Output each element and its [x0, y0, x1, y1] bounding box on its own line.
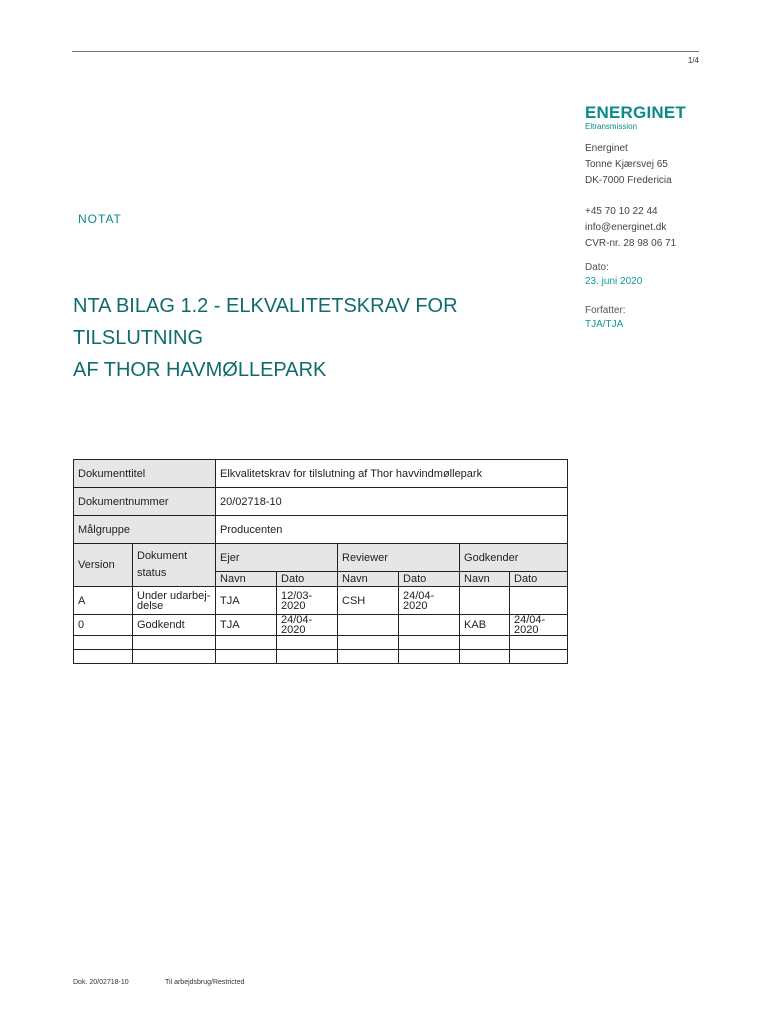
- row-malgruppe: [74, 516, 568, 544]
- cell-reviewer-dato: [399, 615, 460, 636]
- reviewer-dato-header: Dato: [399, 572, 460, 587]
- logo-part-energi: ENERGI: [585, 103, 652, 122]
- logo-wordmark: [585, 104, 686, 122]
- date-label: Dato:: [585, 262, 609, 273]
- page-number: 1/4: [687, 56, 699, 65]
- document-meta-table: [73, 459, 568, 664]
- header-version: Version: [74, 544, 133, 587]
- cell-ejer-navn: TJA: [216, 615, 277, 636]
- header-reviewer: Reviewer: [338, 544, 460, 572]
- godkender-dato-header: Dato: [510, 572, 568, 587]
- header-godkender: Godkender: [460, 544, 568, 572]
- energinet-logo: [585, 104, 686, 132]
- header-rule: [72, 51, 699, 52]
- cell-status: Under udarbej-delse: [133, 587, 216, 615]
- reviewer-navn-header: Navn: [338, 572, 399, 587]
- company-name: Energinet: [585, 143, 628, 154]
- cell-godkender-dato: 24/04-2020: [510, 615, 568, 636]
- cell-ejer-dato: 12/03-2020: [277, 587, 338, 615]
- header-dokument-status: Dokument status: [133, 544, 216, 587]
- cell-godkender-navn: KAB: [460, 615, 510, 636]
- title-line-1: NTA BILAG 1.2 - ELKVALITETSKRAV FOR TILSLUTNING: [73, 295, 458, 349]
- row-dokumentnummer: [74, 488, 568, 516]
- company-street: Tonne Kjærsvej 65: [585, 159, 668, 170]
- table-row-empty: [74, 650, 568, 664]
- logo-subtitle: Eltransmission: [585, 122, 638, 131]
- label-malgruppe: Målgruppe: [74, 516, 216, 544]
- cell-godkender-dato: [510, 587, 568, 615]
- company-address: [585, 141, 672, 189]
- author-label: Forfatter:: [585, 305, 626, 316]
- cell-version: A: [74, 587, 133, 615]
- company-contact: [585, 204, 676, 252]
- logo-part-net: NET: [651, 103, 686, 122]
- page-title: [73, 290, 573, 386]
- cell-status: Godkendt: [133, 615, 216, 636]
- author-value: TJA/TJA: [585, 319, 624, 330]
- table-row: [74, 587, 568, 615]
- row-group-headers: [74, 544, 568, 572]
- row-dokumenttitel: [74, 460, 568, 488]
- company-city: DK-7000 Fredericia: [585, 175, 672, 186]
- label-dokumentnummer: Dokumentnummer: [74, 488, 216, 516]
- footer-restricted: Til arbejdsbrug/Restricted: [165, 979, 245, 986]
- cell-godkender-navn: [460, 587, 510, 615]
- cell-ejer-navn: TJA: [216, 587, 277, 615]
- value-dokumenttitel: Elkvalitetskrav for tilslutning af Thor havvindmøllepark: [216, 460, 568, 488]
- title-line-2: AF THOR HAVMØLLEPARK: [73, 359, 327, 381]
- table-row: [74, 615, 568, 636]
- footer-doc-number: Dok. 20/02718-10: [73, 979, 129, 986]
- ejer-dato-header: Dato: [277, 572, 338, 587]
- cell-version: 0: [74, 615, 133, 636]
- date-value: 23. juni 2020: [585, 276, 643, 287]
- table-row-empty: [74, 636, 568, 650]
- value-malgruppe: Producenten: [216, 516, 568, 544]
- company-phone: +45 70 10 22 44: [585, 206, 658, 217]
- company-email: info@energinet.dk: [585, 222, 667, 233]
- value-dokumentnummer: 20/02718-10: [216, 488, 568, 516]
- ejer-navn-header: Navn: [216, 572, 277, 587]
- cell-reviewer-navn: [338, 615, 399, 636]
- cell-reviewer-navn: CSH: [338, 587, 399, 615]
- cell-reviewer-dato: 24/04-2020: [399, 587, 460, 615]
- label-dokumenttitel: Dokumenttitel: [74, 460, 216, 488]
- company-cvr: CVR-nr. 28 98 06 71: [585, 238, 677, 249]
- cell-ejer-dato: 24/04-2020: [277, 615, 338, 636]
- godkender-navn-header: Navn: [460, 572, 510, 587]
- header-ejer: Ejer: [216, 544, 338, 572]
- document-type: NOTAT: [78, 212, 122, 226]
